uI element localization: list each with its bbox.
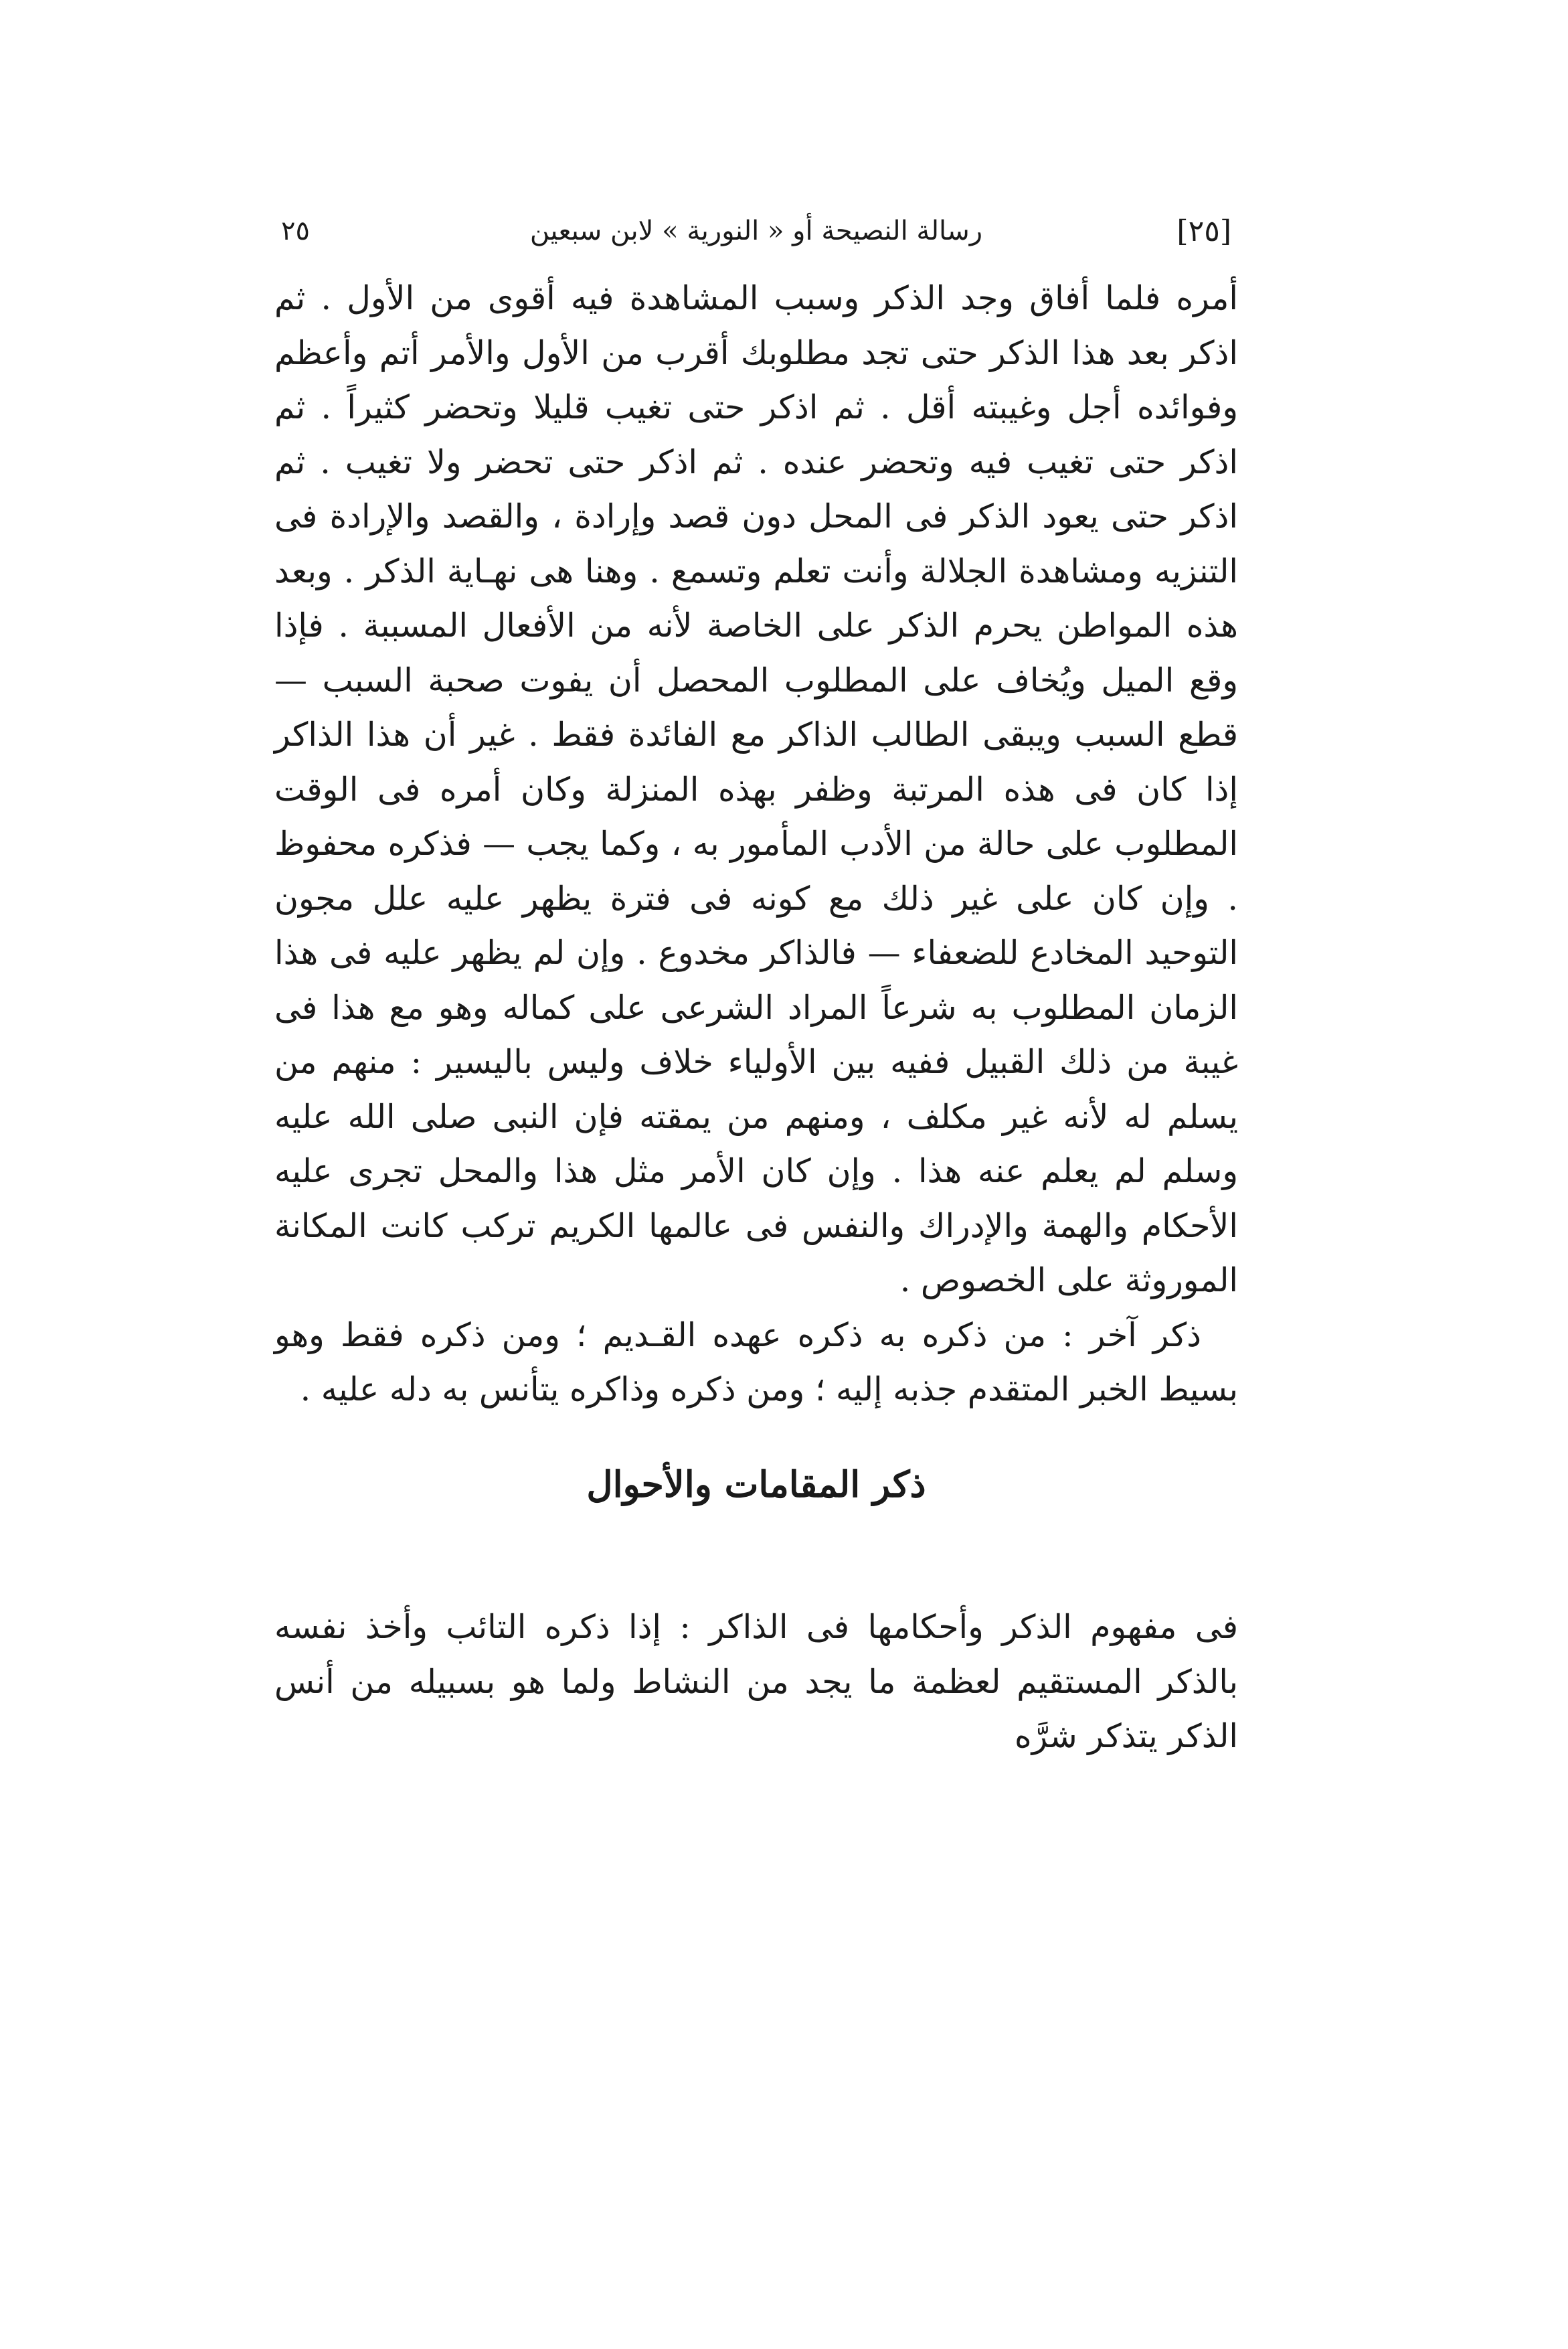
section-text — [274, 1600, 1238, 1764]
main-text — [274, 271, 1238, 1417]
page-number: ٢٥ — [281, 216, 310, 246]
section-heading: ذكر المقامات والأحوال — [586, 1463, 926, 1506]
running-title: رسالة النصيحة أو « النورية » لابن سبعين — [529, 216, 983, 246]
paragraph-2: ذكر آخر : من ذكره به ذكره عهده القـديم ؛ ومن ذكره فقط وهو بسيط الخبر المتقدم جذبه إليه ؛ ومن ذكره وذاكره يتأنس به دله عليه . — [274, 1315, 1238, 1408]
paragraph-1: أمره فلما أفاق وجد الذكر وسبب المشاهدة فيه أقوى من الأول . ثم اذكر بعد هذا الذكر حتى تجد مطلوبك أقرب من الأول والأمر أتم وأعظم وفوائده أجل وغيبته أقل . ثم اذكر حتى تغيب قليلا وتحضر كثيراً . ثم اذكر حتى تغيب فيه وتحضر عنده . ثم اذكر حتى تحضر ولا تغيب . ثم اذكر حتى يعود الذكر فى المحل دون قصد وإرادة ، والقصد والإرادة فى التنزيه ومشاهدة الجلالة وأنت تعلم وتسمع . وهنا هى نهـاية الذكر . وبعد هذه المواطن يحرم الذكر على الخاصة لأنه من الأفعال المسببة . فإذا وقع الميل ويُخاف على المطلوب المحصل أن يفوت صحبة السبب — قطع السبب ويبقى الطالب الذاكر مع الفائدة فقط . غير أن هذا الذاكر إذا كان فى هذه المرتبة وظفر بهذه المنزلة وكان أمره فى الوقت المطلوب على حالة من الأدب المأمور به ، وكما يجب — فذكره محفوظ . وإن كان على غير ذلك مع كونه فى فترة يظهر عليه علل مجون التوحيد المخادع للضعفاء — فالذاكر مخدوع . وإن لم يظهر عليه فى هذا الزمان المطلوب به شرعاً المراد الشرعى على كماله وهو مع هذا فى غيبة من ذلك القبيل ففيه بين الأولياء خلاف وليس باليسير : منهم من يسلم له لأنه غير مكلف ، ومنهم من يمقته فإن النبى صلى الله عليه وسلم لم يعلم عنه هذا . وإن كان الأمر مثل هذا والمحل تجرى عليه الأحكام والهمة والإدراك والنفس فى عالمها الكريم تركب كانت المكانة الموروثة على الخصوص . — [274, 279, 1238, 1299]
section-paragraph: فى مفهوم الذكر وأحكامها فى الذاكر : إذا ذكره التائب وأخذ نفسه بالذكر المستقيم لعظمة ما يجد من النشاط ولما هو بسبيله من أنس الذكر يتذكر شرَّه — [274, 1608, 1238, 1755]
bracketed-page-number: [٢٥] — [1177, 214, 1231, 248]
running-header — [281, 201, 1231, 261]
